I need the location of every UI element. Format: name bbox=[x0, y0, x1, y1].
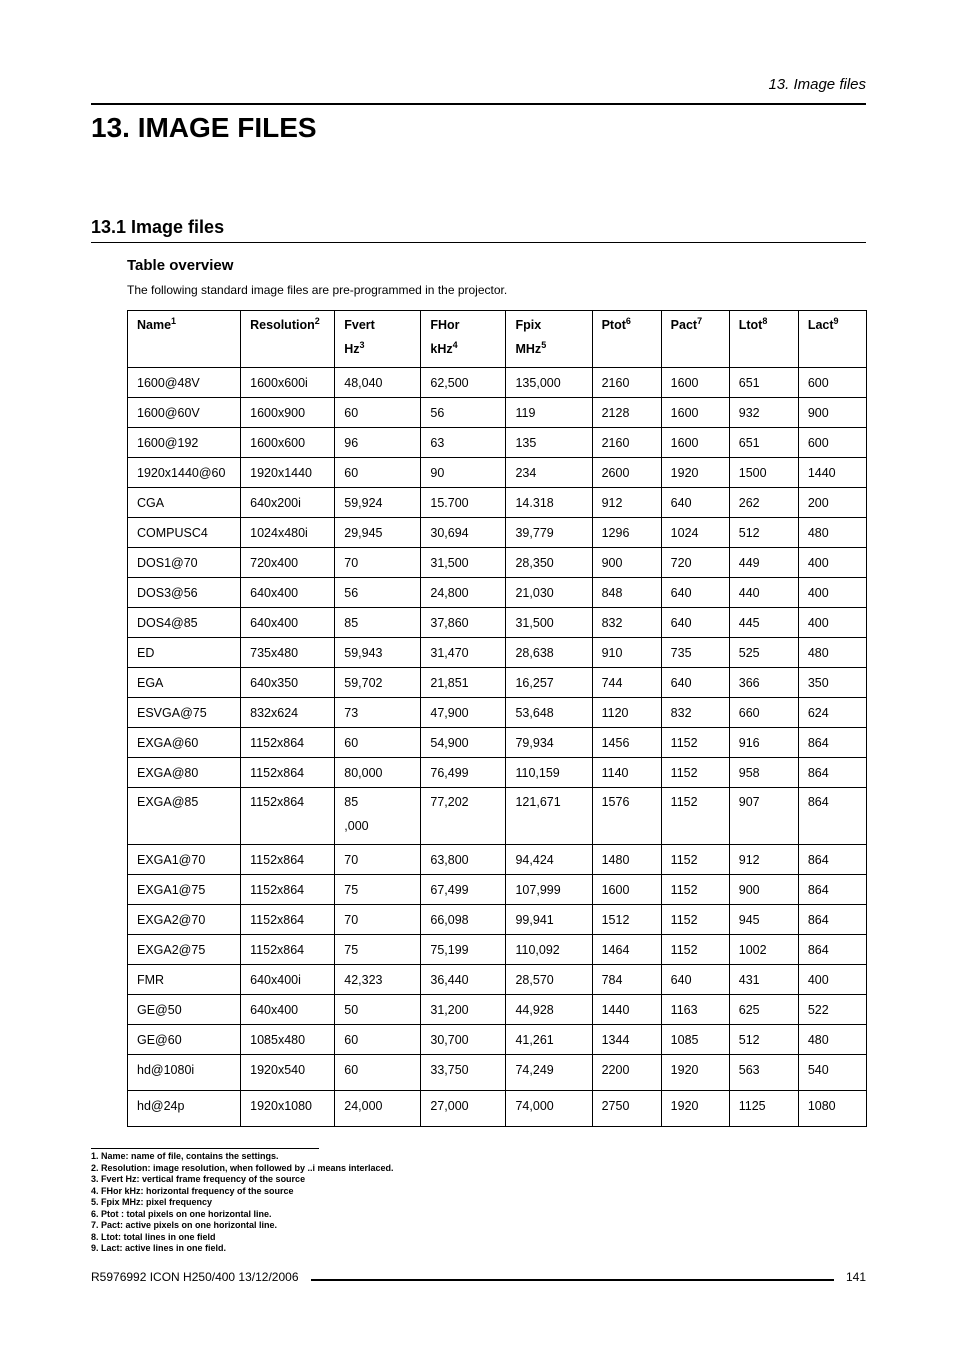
table-row bbox=[128, 1091, 867, 1127]
footer-rule bbox=[311, 1279, 834, 1281]
table-cell: 70 bbox=[335, 548, 421, 578]
table-cell: 445 bbox=[729, 608, 798, 638]
table-cell: 60 bbox=[335, 1055, 421, 1091]
table-cell: EGA bbox=[128, 668, 241, 698]
chapter-title: 13. IMAGE FILES bbox=[91, 112, 317, 143]
table-row bbox=[128, 518, 867, 548]
table-cell: 1600x900 bbox=[241, 398, 335, 428]
table-cell: 1152x864 bbox=[241, 728, 335, 758]
table-cell: FMR bbox=[128, 965, 241, 995]
table-cell: 1296 bbox=[592, 518, 661, 548]
table-cell: 1080 bbox=[798, 1091, 866, 1127]
table-cell: 74,249 bbox=[506, 1055, 592, 1091]
table-cell: 864 bbox=[798, 788, 866, 845]
header-text: Ptot$^6$ bbox=[601, 316, 631, 332]
table-cell: EXGA2@75 bbox=[128, 935, 241, 965]
table-cell: EXGA@85 bbox=[128, 788, 241, 845]
table-cell: 1576 bbox=[592, 788, 661, 845]
footnote-ref: 2 bbox=[314, 316, 320, 326]
table-cell: 449 bbox=[729, 548, 798, 578]
table-row bbox=[128, 965, 867, 995]
table-cell: 2750 bbox=[592, 1091, 661, 1127]
table-cell: 1152 bbox=[661, 728, 729, 758]
table-row bbox=[128, 788, 867, 845]
table-cell: 624 bbox=[798, 698, 866, 728]
table-cell: 640 bbox=[661, 965, 729, 995]
table-row bbox=[128, 875, 867, 905]
table-cell: 400 bbox=[798, 608, 866, 638]
column-header bbox=[506, 311, 592, 368]
table-cell: 1456 bbox=[592, 728, 661, 758]
table-cell: 832 bbox=[592, 608, 661, 638]
table-cell: 640x200i bbox=[241, 488, 335, 518]
column-header bbox=[421, 311, 506, 368]
table-row bbox=[128, 935, 867, 965]
table-cell: 440 bbox=[729, 578, 798, 608]
table-cell: 24,800 bbox=[421, 578, 506, 608]
table-cell: 1920x540 bbox=[241, 1055, 335, 1091]
table-cell: 1140 bbox=[592, 758, 661, 788]
table-cell: 56 bbox=[421, 398, 506, 428]
table-cell: 720x400 bbox=[241, 548, 335, 578]
header-text: Pact$^7$ bbox=[670, 316, 703, 332]
column-header bbox=[798, 311, 866, 368]
table-row bbox=[128, 368, 867, 398]
table-cell: 85 bbox=[335, 608, 421, 638]
page-footer bbox=[91, 1270, 866, 1284]
table-cell: 1152 bbox=[661, 905, 729, 935]
table-cell: 1920 bbox=[661, 458, 729, 488]
table-cell: 1600@60V bbox=[128, 398, 241, 428]
table-cell: 832 bbox=[661, 698, 729, 728]
footnote-ref: 3 bbox=[359, 340, 365, 350]
table-row bbox=[128, 845, 867, 875]
table-cell: 75 bbox=[335, 875, 421, 905]
header-text: Fvert bbox=[344, 318, 375, 332]
header-text: Fpix bbox=[515, 318, 542, 332]
table-cell: 28,638 bbox=[506, 638, 592, 668]
table-cell: 31,200 bbox=[421, 995, 506, 1025]
table-cell: 1920x1080 bbox=[241, 1091, 335, 1127]
table-row bbox=[128, 458, 867, 488]
table-cell: 1002 bbox=[729, 935, 798, 965]
footnote-ref: 8 bbox=[762, 316, 768, 326]
table-cell: 864 bbox=[798, 728, 866, 758]
table-row bbox=[128, 428, 867, 458]
header-text: Ltot$^8$ bbox=[738, 316, 768, 332]
table-cell: 512 bbox=[729, 1025, 798, 1055]
table-cell: 907 bbox=[729, 788, 798, 845]
table-cell: 39,779 bbox=[506, 518, 592, 548]
table-cell: 735 bbox=[661, 638, 729, 668]
header-text: Name$^1$ bbox=[137, 316, 177, 332]
header-unit: Hz$^3$ bbox=[344, 340, 365, 356]
table-cell: 832x624 bbox=[241, 698, 335, 728]
table-row bbox=[128, 728, 867, 758]
table-row bbox=[128, 668, 867, 698]
footnote-ref: 4 bbox=[452, 340, 458, 350]
table-cell: 640 bbox=[661, 578, 729, 608]
table-cell: 60 bbox=[335, 458, 421, 488]
table-cell: 1500 bbox=[729, 458, 798, 488]
table-cell: 625 bbox=[729, 995, 798, 1025]
table-cell: 1600 bbox=[661, 428, 729, 458]
table-cell: 30,700 bbox=[421, 1025, 506, 1055]
table-cell: 50 bbox=[335, 995, 421, 1025]
table-row bbox=[128, 905, 867, 935]
section-rule bbox=[91, 242, 866, 243]
table-cell: 2160 bbox=[592, 428, 661, 458]
table-cell: 2600 bbox=[592, 458, 661, 488]
table-cell: 1152 bbox=[661, 845, 729, 875]
footnote-ref: 6 bbox=[625, 316, 631, 326]
table-cell: 512 bbox=[729, 518, 798, 548]
table-cell: 958 bbox=[729, 758, 798, 788]
footnote: 6. Ptot : total pixels on one horizontal line. bbox=[91, 1208, 272, 1219]
table-cell: 59,943 bbox=[335, 638, 421, 668]
table-cell: 79,934 bbox=[506, 728, 592, 758]
table-cell: 63,800 bbox=[421, 845, 506, 875]
table-cell: 54,900 bbox=[421, 728, 506, 758]
table-cell: 60 bbox=[335, 1025, 421, 1055]
intro-text: The following standard image files are pre-programmed in the projector. bbox=[127, 283, 508, 297]
table-cell: 90 bbox=[421, 458, 506, 488]
table-cell: 651 bbox=[729, 428, 798, 458]
footnote: 5. Fpix MHz: pixel frequency bbox=[91, 1197, 213, 1207]
table-cell: DOS1@70 bbox=[128, 548, 241, 578]
table-cell: 912 bbox=[592, 488, 661, 518]
table-cell: 864 bbox=[798, 905, 866, 935]
table-cell: 945 bbox=[729, 905, 798, 935]
table-cell: 2200 bbox=[592, 1055, 661, 1091]
column-header bbox=[592, 311, 661, 368]
table-cell: 27,000 bbox=[421, 1091, 506, 1127]
column-header bbox=[729, 311, 798, 368]
table-cell: 1120 bbox=[592, 698, 661, 728]
table-cell: 53,648 bbox=[506, 698, 592, 728]
table-cell: 33,750 bbox=[421, 1055, 506, 1091]
table-cell: 660 bbox=[729, 698, 798, 728]
table-cell: 1152 bbox=[661, 758, 729, 788]
table-cell: 47,900 bbox=[421, 698, 506, 728]
table-cell: 1600@48V bbox=[128, 368, 241, 398]
table-cell: 31,500 bbox=[421, 548, 506, 578]
table-cell: 67,499 bbox=[421, 875, 506, 905]
footnote: 9. Lact: active lines in one field. bbox=[91, 1243, 227, 1253]
table-cell: 1152x864 bbox=[241, 758, 335, 788]
table-cell: 640x400 bbox=[241, 608, 335, 638]
table-cell: 1440 bbox=[592, 995, 661, 1025]
table-cell: 900 bbox=[798, 398, 866, 428]
table-cell: 1152x864 bbox=[241, 905, 335, 935]
table-cell: 262 bbox=[729, 488, 798, 518]
table-cell: 60 bbox=[335, 398, 421, 428]
running-header: 13. Image files bbox=[768, 76, 866, 93]
table-cell: 60 bbox=[335, 728, 421, 758]
table-cell: ESVGA@75 bbox=[128, 698, 241, 728]
table-cell: 59,702 bbox=[335, 668, 421, 698]
column-header bbox=[335, 311, 421, 368]
table-cell: 651 bbox=[729, 368, 798, 398]
column-header bbox=[128, 311, 241, 368]
table-cell: 848 bbox=[592, 578, 661, 608]
table-row bbox=[128, 995, 867, 1025]
table-cell: 41,261 bbox=[506, 1025, 592, 1055]
table-cell: hd@1080i bbox=[128, 1055, 241, 1091]
table-cell: 66,098 bbox=[421, 905, 506, 935]
table-row bbox=[128, 1025, 867, 1055]
table-cell: 1024 bbox=[661, 518, 729, 548]
footnote-ref: 9 bbox=[833, 316, 839, 326]
table-cell: 73 bbox=[335, 698, 421, 728]
table-row bbox=[128, 398, 867, 428]
table-cell: 864 bbox=[798, 845, 866, 875]
table-cell: 400 bbox=[798, 548, 866, 578]
table-cell: GE@50 bbox=[128, 995, 241, 1025]
table-cell: 37,860 bbox=[421, 608, 506, 638]
table-cell: 864 bbox=[798, 875, 866, 905]
table-cell: 119 bbox=[506, 398, 592, 428]
header-text: Lact$^9$ bbox=[807, 316, 839, 332]
table-cell: 42,323 bbox=[335, 965, 421, 995]
table-cell: 640x350 bbox=[241, 668, 335, 698]
table-cell: 99,941 bbox=[506, 905, 592, 935]
table-cell: 735x480 bbox=[241, 638, 335, 668]
table-cell: 44,928 bbox=[506, 995, 592, 1025]
table-cell: 1464 bbox=[592, 935, 661, 965]
table-cell: ED bbox=[128, 638, 241, 668]
table-cell: 522 bbox=[798, 995, 866, 1025]
footnote: 3. Fvert Hz: vertical frame frequency of the source bbox=[91, 1174, 306, 1184]
table-cell: 70 bbox=[335, 845, 421, 875]
table-cell: 1163 bbox=[661, 995, 729, 1025]
header-text: Resolution$^2$ bbox=[250, 316, 320, 332]
table-row bbox=[128, 638, 867, 668]
table-cell: hd@24p bbox=[128, 1091, 241, 1127]
table-cell: EXGA2@70 bbox=[128, 905, 241, 935]
footnote: 1. Name: name of file, contains the settings. bbox=[91, 1151, 279, 1161]
table-row bbox=[128, 758, 867, 788]
table-row bbox=[128, 578, 867, 608]
table-cell: 910 bbox=[592, 638, 661, 668]
section-title: 13.1 Image files bbox=[91, 217, 225, 237]
table-cell: 36,440 bbox=[421, 965, 506, 995]
table-cell: 1152 bbox=[661, 875, 729, 905]
table-row bbox=[128, 488, 867, 518]
table-cell: 85 ,000 bbox=[335, 788, 421, 845]
page-number: 141 bbox=[845, 1270, 866, 1284]
table-cell: 1920 bbox=[661, 1091, 729, 1127]
table-cell: 96 bbox=[335, 428, 421, 458]
table-cell: 2128 bbox=[592, 398, 661, 428]
table-cell: CGA bbox=[128, 488, 241, 518]
table-cell: 107,999 bbox=[506, 875, 592, 905]
footnote: 8. Ltot: total lines in one field bbox=[91, 1231, 216, 1242]
table-cell: 16,257 bbox=[506, 668, 592, 698]
table-cell: 1600x600i bbox=[241, 368, 335, 398]
table-cell: 200 bbox=[798, 488, 866, 518]
table-cell: 1152x864 bbox=[241, 788, 335, 845]
table-cell: EXGA1@70 bbox=[128, 845, 241, 875]
table-cell: 480 bbox=[798, 638, 866, 668]
table-cell: 400 bbox=[798, 578, 866, 608]
table-cell: 912 bbox=[729, 845, 798, 875]
table-cell: 640x400i bbox=[241, 965, 335, 995]
table-row bbox=[128, 548, 867, 578]
table-cell: 1152x864 bbox=[241, 875, 335, 905]
table-cell: 720 bbox=[661, 548, 729, 578]
table-cell: 121,671 bbox=[506, 788, 592, 845]
table-cell: 1920x1440@60 bbox=[128, 458, 241, 488]
table-cell: 900 bbox=[729, 875, 798, 905]
table-cell: 74,000 bbox=[506, 1091, 592, 1127]
table-cell: 135,000 bbox=[506, 368, 592, 398]
table-cell: 350 bbox=[798, 668, 866, 698]
table-cell: 76,499 bbox=[421, 758, 506, 788]
footnote-ref: 5 bbox=[541, 340, 547, 350]
table-cell: 1600 bbox=[592, 875, 661, 905]
table-cell: GE@60 bbox=[128, 1025, 241, 1055]
table-cell: 1152 bbox=[661, 935, 729, 965]
table-cell: 135 bbox=[506, 428, 592, 458]
table-cell: 24,000 bbox=[335, 1091, 421, 1127]
table-cell: 640x400 bbox=[241, 578, 335, 608]
table-cell: 640 bbox=[661, 668, 729, 698]
header-text: FHor bbox=[430, 318, 460, 332]
table-cell: 525 bbox=[729, 638, 798, 668]
table-cell: 540 bbox=[798, 1055, 866, 1091]
table-cell: 1152 bbox=[661, 788, 729, 845]
table-cell: 864 bbox=[798, 935, 866, 965]
table-cell: 28,570 bbox=[506, 965, 592, 995]
footnote: 4. FHor kHz: horizontal frequency of the source bbox=[91, 1185, 294, 1196]
table-cell: 94,424 bbox=[506, 845, 592, 875]
table-cell: 110,092 bbox=[506, 935, 592, 965]
table-cell: 640 bbox=[661, 488, 729, 518]
header-rule bbox=[91, 103, 866, 105]
table-cell: 1344 bbox=[592, 1025, 661, 1055]
table-cell: 600 bbox=[798, 428, 866, 458]
table-cell: 63 bbox=[421, 428, 506, 458]
header-unit: kHz$^4$ bbox=[430, 340, 458, 356]
table-cell: 1085 bbox=[661, 1025, 729, 1055]
table-cell: 1600 bbox=[661, 398, 729, 428]
table-cell: 1920 bbox=[661, 1055, 729, 1091]
table-cell: 62,500 bbox=[421, 368, 506, 398]
table-cell: 56 bbox=[335, 578, 421, 608]
column-header bbox=[241, 311, 335, 368]
table-cell: 1920x1440 bbox=[241, 458, 335, 488]
table-cell: 70 bbox=[335, 905, 421, 935]
footnote-ref: 7 bbox=[697, 316, 703, 326]
table-cell: 1152x864 bbox=[241, 845, 335, 875]
table-cell: 366 bbox=[729, 668, 798, 698]
table-cell: 916 bbox=[729, 728, 798, 758]
table-cell: EXGA1@75 bbox=[128, 875, 241, 905]
table-row bbox=[128, 698, 867, 728]
table-cell: EXGA@60 bbox=[128, 728, 241, 758]
footnote: 7. Pact: active pixels on one horizontal line. bbox=[91, 1220, 278, 1230]
table-cell: 28,350 bbox=[506, 548, 592, 578]
table-cell: 563 bbox=[729, 1055, 798, 1091]
table-cell: 744 bbox=[592, 668, 661, 698]
table-cell: 21,030 bbox=[506, 578, 592, 608]
table-cell: 1512 bbox=[592, 905, 661, 935]
table-cell: 21,851 bbox=[421, 668, 506, 698]
table-cell: 1600@192 bbox=[128, 428, 241, 458]
table-cell: 80,000 bbox=[335, 758, 421, 788]
header-unit: MHz$^5$ bbox=[515, 340, 547, 356]
table-header-row bbox=[128, 311, 867, 368]
table-cell: 640x400 bbox=[241, 995, 335, 1025]
table-cell: 31,500 bbox=[506, 608, 592, 638]
table-cell: 14.318 bbox=[506, 488, 592, 518]
table-cell: 2160 bbox=[592, 368, 661, 398]
table-cell: 59,924 bbox=[335, 488, 421, 518]
table-row bbox=[128, 1055, 867, 1091]
table-cell: 75,199 bbox=[421, 935, 506, 965]
table-cell: 1480 bbox=[592, 845, 661, 875]
column-header bbox=[661, 311, 729, 368]
subsection-title: Table overview bbox=[127, 257, 234, 274]
table-cell: 600 bbox=[798, 368, 866, 398]
table-cell: 640 bbox=[661, 608, 729, 638]
table-cell: 400 bbox=[798, 965, 866, 995]
table-cell: 15.700 bbox=[421, 488, 506, 518]
table-cell: 30,694 bbox=[421, 518, 506, 548]
table-cell: 900 bbox=[592, 548, 661, 578]
image-files-table bbox=[127, 310, 867, 1127]
table-cell: 431 bbox=[729, 965, 798, 995]
table-cell: DOS4@85 bbox=[128, 608, 241, 638]
table-cell: 1152x864 bbox=[241, 935, 335, 965]
table-row bbox=[128, 608, 867, 638]
table-cell: 1085x480 bbox=[241, 1025, 335, 1055]
table-cell: 1024x480i bbox=[241, 518, 335, 548]
table-cell: 480 bbox=[798, 1025, 866, 1055]
table-cell: 864 bbox=[798, 758, 866, 788]
table-cell: DOS3@56 bbox=[128, 578, 241, 608]
table-cell: EXGA@80 bbox=[128, 758, 241, 788]
table-cell: 932 bbox=[729, 398, 798, 428]
table-cell: 75 bbox=[335, 935, 421, 965]
table-cell: 480 bbox=[798, 518, 866, 548]
table-cell: 1125 bbox=[729, 1091, 798, 1127]
footnote: 2. Resolution: image resolution, when followed by ..i means interlaced. bbox=[91, 1162, 394, 1173]
table-cell: 784 bbox=[592, 965, 661, 995]
footer-doc-ref: R5976992 ICON H250/400 13/12/2006 bbox=[91, 1270, 299, 1284]
table-cell: 1600 bbox=[661, 368, 729, 398]
table-cell: 1600x600 bbox=[241, 428, 335, 458]
footnote-rule bbox=[91, 1148, 319, 1149]
table-cell: 1440 bbox=[798, 458, 866, 488]
table-cell: 48,040 bbox=[335, 368, 421, 398]
table-cell: 77,202 bbox=[421, 788, 506, 845]
footnotes bbox=[91, 1151, 394, 1255]
table-cell: 110,159 bbox=[506, 758, 592, 788]
table-cell: 29,945 bbox=[335, 518, 421, 548]
table-cell: 234 bbox=[506, 458, 592, 488]
table-cell: 31,470 bbox=[421, 638, 506, 668]
table-cell: COMPUSC4 bbox=[128, 518, 241, 548]
footnote-ref: 1 bbox=[171, 316, 177, 326]
